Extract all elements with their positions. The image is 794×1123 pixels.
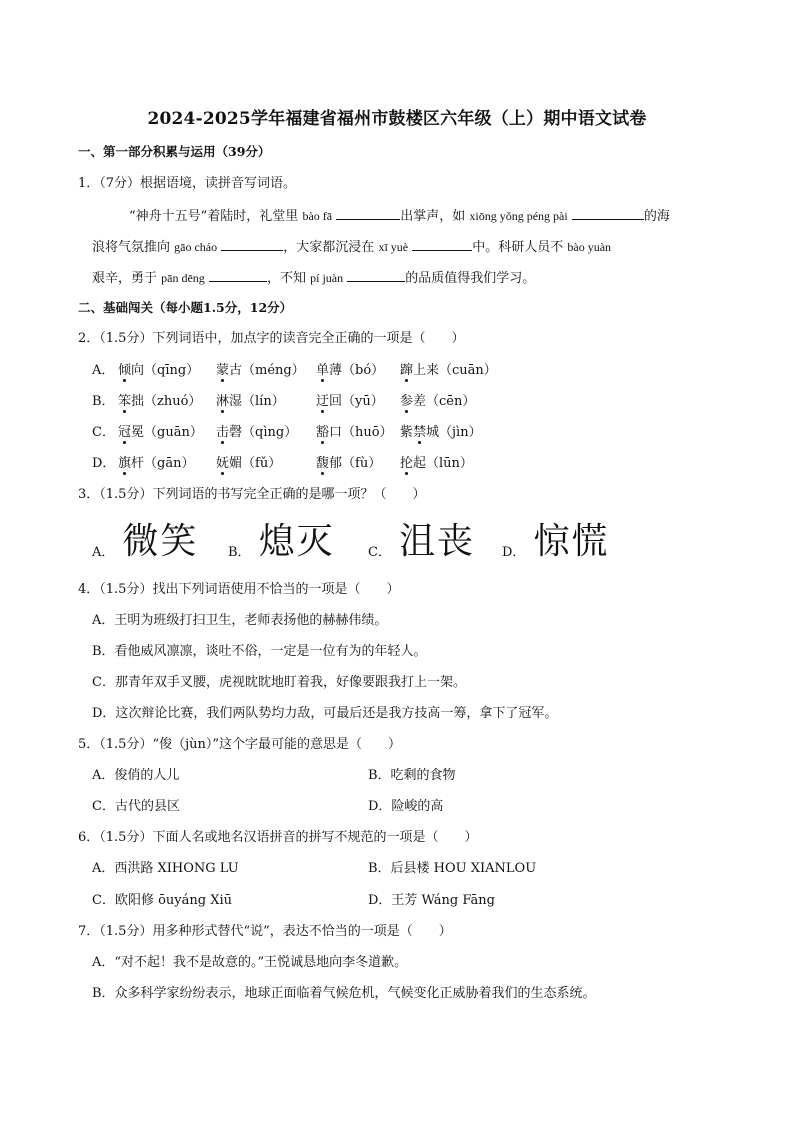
q7-option-a[interactable]: A．“对不起！我不是故意的。”王悦诚恳地向李冬道歉。 [92,955,408,970]
q5-stem: 5．（1.5分）“俊（jùn）”这个字最可能的意思是（ ） [78,737,402,752]
q2-word [400,393,475,411]
word-rest: 媚（fǔ） [229,456,282,471]
word-rest: 拙（zhuó） [131,394,202,409]
word-rest: 回（yū） [329,394,384,409]
pinyin-gaochao: gāo cháo [174,240,218,254]
q2-word [316,393,384,411]
q2-word [216,393,285,411]
pinyin-pandeng: pān dēng [161,271,205,285]
q4-option-a[interactable]: A．王明为班级打扫卫生，老师表扬他的赫赫伟绩。 [92,613,388,628]
q3-option-d[interactable]: D． 惊慌 [502,521,610,562]
dotted-char: 紫禁城 [400,425,440,440]
option-label: A． [92,363,115,378]
q2-word [400,362,497,380]
q6-option-c[interactable]: C．欧阳修 ōuyáng Xiū [92,893,232,908]
dotted-char: 击 [216,425,230,440]
q5-option-b[interactable]: B．吃剩的食物 [368,768,456,783]
dotted-char: 抡 [400,456,414,471]
section-1-heading: 一、第一部分积累与运用（39分） [78,144,271,159]
dotted-char: 馥 [316,456,330,471]
q6-option-a[interactable]: A．西洪路 XIHONG LU [92,861,239,876]
word-rest: 杆（gān） [131,456,195,471]
q5-option-d[interactable]: D．险峻的高 [368,799,444,814]
dotted-char: 豁 [316,425,330,440]
q2-word [316,362,384,380]
q2-word [216,455,281,473]
pinyin-xiongyong: xiōng yǒng péng pài [469,209,568,223]
q3-option-a[interactable]: A． 微笑 [92,521,199,562]
word-rest: 磬（qìng） [229,425,298,440]
dotted-char: 蒙 [216,363,230,378]
pinyin-pijuan: pí juàn [310,271,344,285]
q1-passage-line-2: 浪将气氛推向 gāo cháo ，大家都沉浸在 xī yuè 中。科研人员不 bào yuàn [92,237,611,257]
q2-word [400,455,473,473]
answer-blank-6[interactable] [347,268,405,282]
q3-option-b[interactable]: B． 熄灭 [228,521,335,562]
dotted-char: 蹿 [400,363,414,378]
q2-stem: 2．（1.5分）下列词语中，加点字的读音完全正确的一项是（ ） [78,331,465,346]
word-rest: 口（huō） [329,425,393,440]
q2-word [118,424,203,442]
q6-stem: 6．（1.5分）下面人名或地名汉语拼音的拼写不规范的一项是（ ） [78,830,478,845]
word-rest: 向（qīng） [131,363,200,378]
dotted-char: 倾 [118,363,132,378]
dotted-char: 参 [400,394,414,409]
exam-title: 2024-2025学年福建省福州市鼓楼区六年级（上）期中语文试卷 [147,109,647,129]
dotted-char: 淋 [216,394,230,409]
q3-option-c[interactable]: C． 沮丧 [368,521,475,562]
answer-blank-1[interactable] [336,206,400,220]
q5-option-a[interactable]: A．俊俏的人儿 [92,768,180,783]
word-rest: 郁（fù） [329,456,382,471]
dotted-char: 妩 [216,456,230,471]
q4-option-d[interactable]: D．这次辩论比赛，我们两队势均力敌，可最后还是我方技高一筹，拿下了冠军。 [92,706,558,721]
dotted-char: 冠 [118,425,132,440]
q2-word [400,424,482,442]
answer-blank-2[interactable] [572,206,644,220]
q4-stem: 4．（1.5分）找出下列词语使用不恰当的一项是（ ） [78,582,400,597]
answer-blank-3[interactable] [221,237,283,251]
q1-passage-line-3: 艰辛，勇于 pān dēng ，不知 pí juàn 的品质值得我们学习。 [92,268,535,288]
word-rest: （jìn） [439,425,482,440]
section-2-heading: 二、基础闯关（每小题1.5分，12分） [78,300,293,315]
q2-word [216,424,297,442]
word-rest: 起（lūn） [413,456,473,471]
q3-stem: 3．（1.5分）下列词语的书写完全正确的是哪一项？（ ） [78,487,426,502]
word-rest: 差（cēn） [413,394,476,409]
q2-word [316,455,381,473]
q2-word [216,362,305,380]
dotted-char: 旗 [118,456,132,471]
word-rest: 上来（cuān） [413,363,497,378]
answer-blank-5[interactable] [209,268,267,282]
word-rest: 冕（guān） [131,425,203,440]
q2-word [118,455,194,473]
q4-option-b[interactable]: B．看他威风凛凛，谈吐不俗，一定是一位有为的年轻人。 [92,644,427,659]
word-rest: 湿（lín） [229,394,285,409]
q6-option-d[interactable]: D．王芳 Wáng Fāng [368,893,495,908]
q7-option-b[interactable]: B．众多科学家纷纷表示，地球正面临着气候危机，气候变化正威胁着我们的生态系统。 [92,986,596,1001]
q4-option-c[interactable]: C．那青年双手叉腰，虎视眈眈地盯着我，好像要跟我打上一架。 [92,675,466,690]
option-label: D． [92,456,116,471]
q1-passage-line-1: “神舟十五号”着陆时，礼堂里 bào fā 出掌声，如 xiōng yǒng péng pài 的海 [129,206,670,226]
q6-option-b[interactable]: B．后县楼 HOU XIANLOU [368,861,537,876]
answer-blank-4[interactable] [412,237,472,251]
q2-word [118,362,199,380]
q2-word [316,424,393,442]
dotted-char: 笨 [118,394,132,409]
q5-option-c[interactable]: C．古代的县区 [92,799,180,814]
dotted-char: 单 [316,363,330,378]
q7-stem: 7．（1.5分）用多种形式替代“说”，表达不恰当的一项是（ ） [78,924,452,939]
dotted-char: 迂 [316,394,330,409]
pinyin-xiyue: xī yuè [378,240,409,254]
pinyin-baofa: bào fā [302,209,333,223]
word-rest: 薄（bó） [329,363,385,378]
q2-word [118,393,201,411]
q1-stem: 1．（7分）根据语境，读拼音写词语。 [78,176,297,191]
word-rest: 古（méng） [229,363,305,378]
pinyin-baoyuan: bào yuàn [567,240,612,254]
q3-options [92,516,652,562]
option-label: B． [92,394,115,409]
option-label: C． [92,425,115,440]
